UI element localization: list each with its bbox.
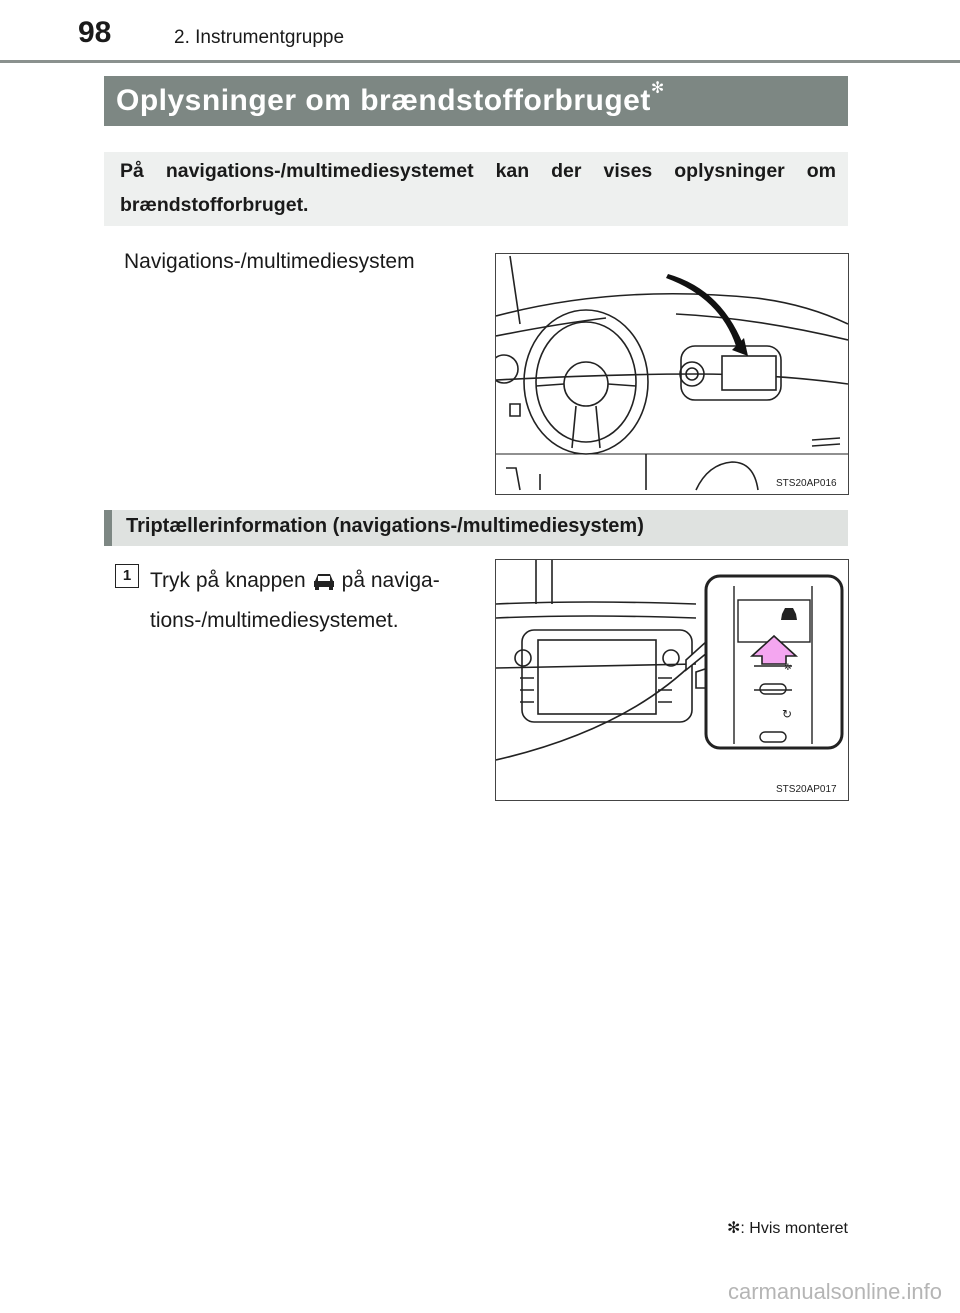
car-info-icon <box>312 567 336 603</box>
figure1-label: STS20AP016 <box>776 478 837 489</box>
dashboard-illustration <box>495 253 849 495</box>
section-title: Oplysninger om brændstofforbruget✻ <box>116 80 665 117</box>
svg-text:✲: ✲ <box>784 663 792 673</box>
intro-box <box>104 152 848 226</box>
chapter-title: 2. Instrumentgruppe <box>174 27 345 48</box>
multimedia-illustration <box>495 559 849 801</box>
figure2-label: STS20AP017 <box>776 784 837 795</box>
step-number: 1 <box>115 564 139 588</box>
footnote: ✻: Hvis monteret <box>727 1220 848 1237</box>
step-text: Tryk på knappen på naviga-tions-/multimediesystemet. <box>150 569 440 632</box>
footnote-mark: ✻ <box>650 80 665 97</box>
subsection-bar <box>104 510 848 546</box>
multimedia-drawing <box>496 560 848 800</box>
figure1-caption: Navigations-/multimediesystem <box>124 250 415 273</box>
intro-text: På navigations-/multimediesystemet kan der vises oplysninger om brændstofforbruget. <box>120 160 836 216</box>
watermark: carmanualsonline.info <box>727 1279 942 1304</box>
subsection-title: Triptællerinformation (navigations-/multimediesystem) <box>126 515 644 537</box>
dashboard-drawing <box>496 254 848 494</box>
page-number: 98 <box>78 16 112 49</box>
header-rule <box>0 60 960 63</box>
section-title-bar <box>104 76 848 126</box>
svg-text:↻: ↻ <box>782 707 793 721</box>
